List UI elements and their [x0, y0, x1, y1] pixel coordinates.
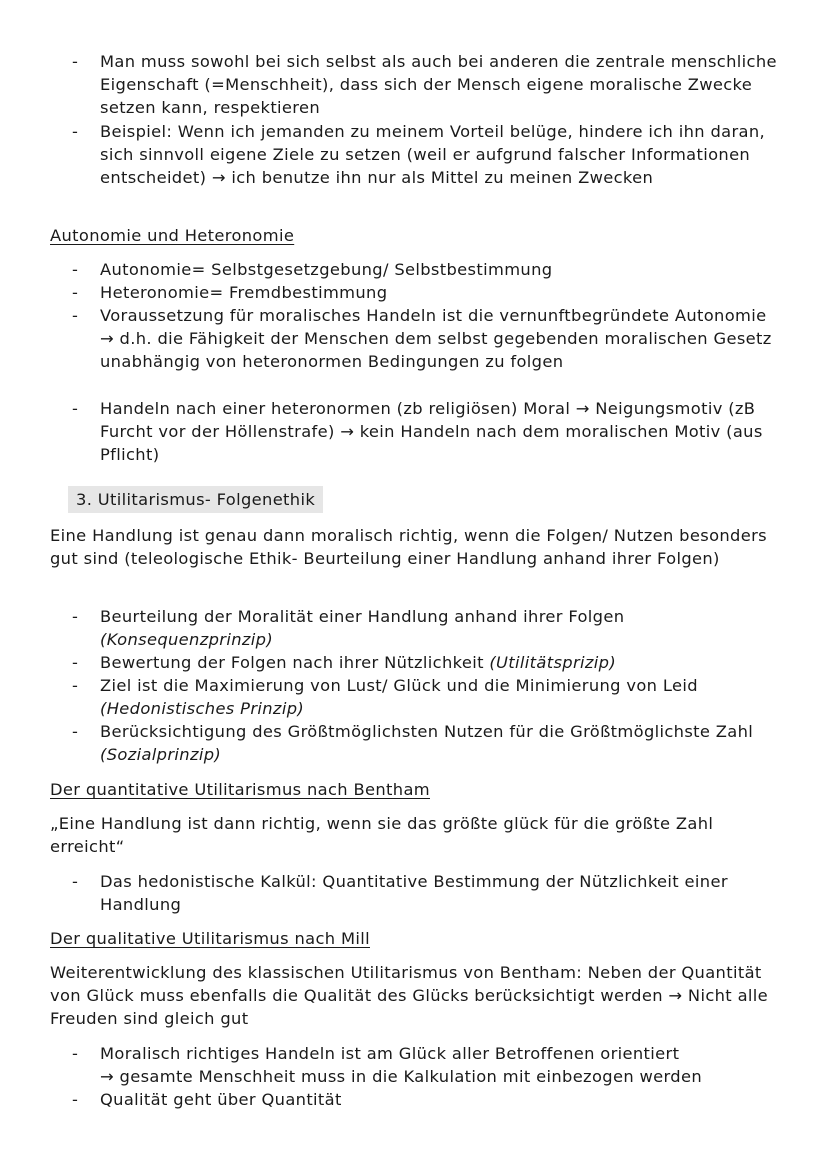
bullet-dash: - — [72, 283, 79, 302]
list-item — [72, 50, 802, 120]
bullet-dash: - — [72, 52, 79, 71]
list-item — [72, 720, 802, 766]
list-item — [72, 605, 802, 651]
bullet-dash: - — [72, 260, 79, 279]
principle-term: (Konsequenzprinzip) — [100, 630, 274, 650]
list-item-text: Qualität geht über Quantität — [100, 1090, 342, 1109]
bullet-dash: - — [72, 306, 79, 325]
section-heading-bentham: Der quantitative Utilitarismus nach Bentham — [50, 780, 430, 799]
principle-term: (Sozialprinzip) — [100, 745, 222, 765]
bullet-dash: - — [72, 722, 79, 741]
list-item-text: Autonomie= Selbstgesetzgebung/ Selbstbestimmung — [100, 260, 553, 279]
list-item-continuation: → gesamte Menschheit muss in die Kalkulation mit einbezogen werden — [100, 1067, 703, 1087]
list-item-text: Beispiel: Wenn ich jemanden zu meinem Vorteil belüge, hindere ich ihn daran, sich sinnvoll eigene Ziele zu setzen (weil er aufgrund falscher Informationen entscheidet) → ich benutze ihn nur als Mittel zu meinen Zwecken — [100, 122, 766, 188]
list-item-text: Voraussetzung für moralisches Handeln ist die vernunftbegründete Autonomie — [100, 306, 767, 325]
bullet-dash: - — [72, 399, 79, 418]
list-item-text: Das hedonistische Kalkül: Quantitative Bestimmung der Nützlichkeit einer Handlung — [100, 872, 728, 915]
intro-paragraph: Eine Handlung ist genau dann moralisch richtig, wenn die Folgen/ Nutzen besonders gut sind (teleologische Ethik- Beurteilung einer Handlung anhand ihrer Folgen) — [50, 526, 767, 569]
list-item — [72, 1042, 802, 1088]
bullet-dash: - — [72, 872, 79, 891]
list-item-text: Beurteilung der Moralität einer Handlung anhand ihrer Folgen — [100, 607, 625, 626]
list-item — [72, 1088, 802, 1111]
bentham-quote: „Eine Handlung ist dann richtig, wenn sie das größte glück für die größte Zahl erreicht“ — [50, 814, 714, 857]
bullet-dash: - — [72, 676, 79, 695]
principle-term: (Hedonistisches Prinzip) — [100, 699, 305, 719]
list-item-text: Berücksichtigung des Größtmöglichsten Nutzen für die Größtmöglichste Zahl — [100, 722, 754, 741]
list-item — [72, 304, 802, 374]
list-item — [72, 120, 802, 190]
list-item-text: Heteronomie= Fremdbestimmung — [100, 283, 388, 302]
bullet-dash: - — [72, 607, 79, 626]
list-item-text: Handeln nach einer heteronormen (zb religiösen) Moral → Neigungsmotiv (zB Furcht vor der Höllenstrafe) → kein Handeln nach dem moralischen Motiv (aus Pflicht) — [100, 399, 763, 465]
section-title-utilitarismus: 3. Utilitarismus- Folgenethik — [68, 486, 323, 513]
list-item — [72, 281, 802, 304]
bullet-dash: - — [72, 122, 79, 141]
bullet-dash: - — [72, 1090, 79, 1109]
principle-term: (Utilitätsprizip) — [489, 653, 617, 672]
section-heading-mill: Der qualitative Utilitarismus nach Mill — [50, 929, 370, 948]
list-item — [72, 258, 802, 281]
list-item-text: Moralisch richtiges Handeln ist am Glück aller Betroffenen orientiert — [100, 1044, 680, 1063]
mill-intro-paragraph: Weiterentwicklung des klassischen Utilitarismus von Bentham: Neben der Quantität von Glück muss ebenfalls die Qualität des Glücks berücksichtigt werden → Nicht alle Freuden sind gleich gut — [50, 963, 769, 1029]
list-item-text: Bewertung der Folgen nach ihrer Nützlichkeit — [100, 653, 484, 672]
list-item-continuation: → d.h. die Fähigkeit der Menschen dem selbst gegebenden moralischen Gesetz unabhängig von heteronormen Bedingungen zu folgen — [100, 329, 772, 372]
list-item — [72, 397, 802, 467]
bullet-dash: - — [72, 1044, 79, 1063]
list-item-text: Ziel ist die Maximierung von Lust/ Glück und die Minimierung von Leid — [100, 676, 698, 695]
list-item — [72, 651, 802, 674]
bullet-dash: - — [72, 653, 79, 672]
list-item — [72, 674, 802, 720]
section-heading-autonomie: Autonomie und Heteronomie — [50, 226, 295, 245]
list-item-text: Man muss sowohl bei sich selbst als auch bei anderen die zentrale menschliche Eigenschaft (=Menschheit), dass sich der Mensch eigene moralische Zwecke setzen kann, respektieren — [100, 52, 777, 118]
list-item — [72, 870, 802, 916]
